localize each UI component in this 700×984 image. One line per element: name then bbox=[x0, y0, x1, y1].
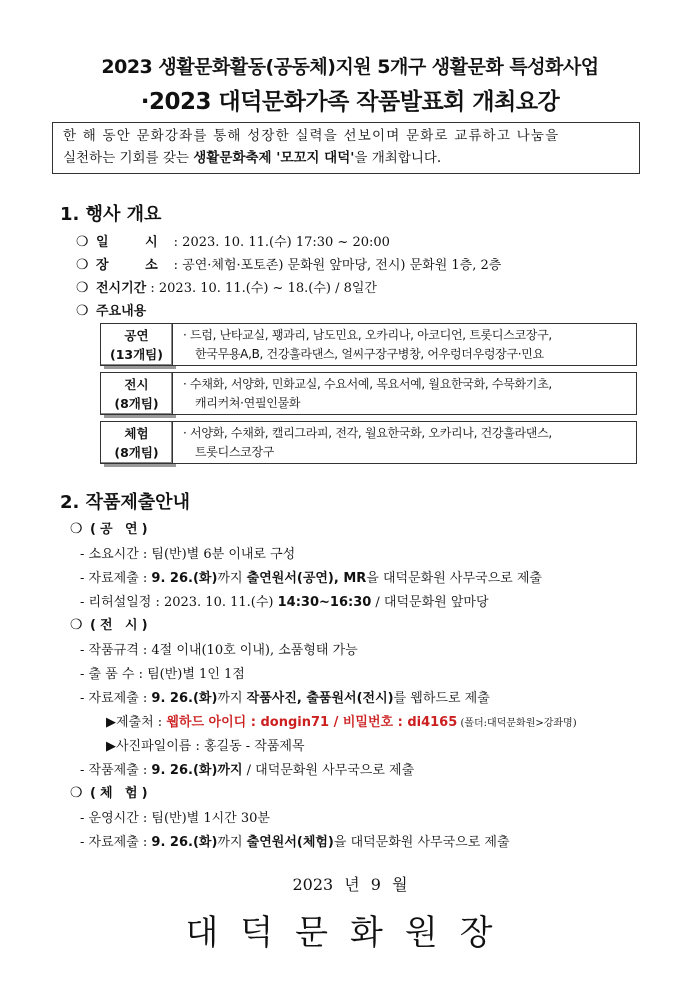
category-count: (8개팀) bbox=[114, 396, 159, 411]
exhibit-period-row bbox=[76, 277, 377, 296]
text: / 대덕문화원 사무국으로 제출 bbox=[242, 763, 415, 778]
description-line: · 수채화, 서양화, 민화교실, 수요서예, 목요서예, 월요한국화, 수묵화기초, bbox=[183, 377, 552, 391]
text: 을 대덕문화원 사무국으로 제출 bbox=[333, 835, 510, 850]
deadline: 9. 26.(화) bbox=[151, 835, 218, 850]
intro-box bbox=[52, 122, 640, 174]
exh-count: - 출 품 수 : 팀(반)별 1인 1점 bbox=[80, 667, 245, 682]
exhibition-heading bbox=[70, 614, 152, 633]
bullet-icon: ❍ bbox=[70, 521, 83, 537]
table-category bbox=[101, 422, 173, 463]
performance-heading bbox=[70, 518, 152, 537]
bullet-icon: ❍ bbox=[76, 280, 89, 296]
rehearsal-time: 14:30~16:30 bbox=[277, 595, 372, 610]
event-date-value: : 2023. 10. 11.(수) 17:30 ~ 20:00 bbox=[173, 235, 390, 250]
event-place-row bbox=[76, 254, 501, 273]
bullet-icon: ❍ bbox=[76, 234, 89, 250]
table-category bbox=[101, 373, 173, 414]
text: 을 대덕문화원 사무국으로 제출 bbox=[366, 571, 542, 586]
table-description bbox=[173, 373, 636, 414]
deadline: 9. 26.(화) bbox=[151, 691, 218, 706]
event-place-label: 장 소 bbox=[96, 258, 174, 273]
intro-line-2-pre: 실천하는 기회를 갖는 bbox=[63, 150, 194, 166]
category-count: (8개팀) bbox=[114, 445, 159, 460]
category-name: 체험 bbox=[124, 426, 149, 441]
text: - 작품제출 : bbox=[80, 763, 152, 778]
table-category bbox=[101, 324, 173, 365]
description-line: 트롯디스코장구 bbox=[195, 445, 275, 459]
intro-line-2-post: 을 개최합니다. bbox=[354, 150, 442, 166]
document-date: 2023 년 9 월 bbox=[292, 875, 408, 894]
section-2-heading: 2. 작품제출안내 bbox=[60, 492, 190, 513]
program-table-experience bbox=[100, 421, 637, 464]
text: - 자료제출 : bbox=[80, 691, 152, 706]
perf-rehearsal bbox=[80, 591, 489, 610]
text: 까지 bbox=[217, 835, 247, 850]
intro-line-2 bbox=[63, 147, 629, 169]
text: 까지 bbox=[217, 691, 247, 706]
bullet-icon: ❍ bbox=[70, 617, 83, 633]
text: 를 웹하드로 제출 bbox=[393, 691, 490, 706]
exh-final-submission bbox=[80, 759, 414, 778]
deadline: 9. 26.(화) bbox=[151, 571, 218, 586]
exp-submission bbox=[80, 831, 510, 850]
perf-submission bbox=[80, 567, 542, 586]
perf-duration: - 소요시간 : 팀(반)별 6분 이내로 구성 bbox=[80, 547, 296, 562]
event-date-label: 일 시 bbox=[96, 235, 174, 250]
exh-spec: - 작품규격 : 4절 이내(10호 이내), 소품형태 가능 bbox=[80, 643, 358, 658]
exp-duration: - 운영시간 : 팀(반)별 1시간 30분 bbox=[80, 811, 270, 826]
performance-label: (공 연) bbox=[90, 522, 152, 537]
text: - 리허설일정 : 2023. 10. 11.(수) bbox=[80, 595, 278, 610]
exh-submission bbox=[80, 687, 490, 706]
main-content-label: 주요내용 bbox=[96, 304, 147, 319]
program-table-exhibition bbox=[100, 372, 637, 415]
table-description bbox=[173, 422, 636, 463]
exhibit-period-label: 전시기간 bbox=[96, 281, 147, 296]
exhibition-label: (전 시) bbox=[90, 618, 152, 633]
required-docs: 작품사진, 출품원서(전시) bbox=[246, 691, 394, 706]
program-table-performance bbox=[100, 323, 637, 366]
exhibit-period-value: : 2023. 10. 11.(수) ~ 18.(수) / 8일간 bbox=[150, 281, 377, 296]
signature: 대덕문화원장 bbox=[185, 913, 515, 953]
main-content-row bbox=[76, 300, 146, 319]
experience-label: (체 험) bbox=[90, 786, 152, 801]
bullet-icon: ❍ bbox=[70, 785, 83, 801]
category-name: 전시 bbox=[124, 377, 149, 392]
required-docs: 출연원서(체험) bbox=[246, 835, 334, 850]
text: / 대덕문화원 앞마당 bbox=[371, 595, 489, 610]
experience-heading bbox=[70, 782, 152, 801]
category-name: 공연 bbox=[124, 328, 149, 343]
bullet-icon: ❍ bbox=[76, 303, 89, 319]
intro-festival-name: 생활문화축제 '모꼬지 대덕' bbox=[193, 150, 355, 166]
exh-destination bbox=[106, 711, 577, 730]
category-count: (13개팀) bbox=[110, 347, 163, 362]
webhard-credentials: 웹하드 아이디 : dongin71 / 비밀번호 : di4165 bbox=[166, 715, 458, 730]
table-description bbox=[173, 324, 636, 365]
description-line: 한국무용A,B, 건강훌라댄스, 얼씨구장구병창, 어우렁더우렁장구·민요 bbox=[195, 347, 544, 361]
deadline: 9. 26.(화)까지 bbox=[151, 763, 243, 778]
required-docs: 출연원서(공연), MR bbox=[246, 571, 367, 586]
text: 까지 bbox=[217, 571, 247, 586]
title-line-1: 2023 생활문화활동(공동체)지원 5개구 생활문화 특성화사업 bbox=[101, 56, 599, 78]
text: - 자료제출 : bbox=[80, 835, 152, 850]
section-1-heading: 1. 행사 개요 bbox=[60, 204, 162, 225]
text: ▶제출처 : bbox=[106, 715, 167, 730]
title-line-2: ·2023 대덕문화가족 작품발표회 개최요강 bbox=[140, 89, 560, 115]
folder-note: (폴더:대덕문화원>강좌명) bbox=[457, 718, 577, 729]
text: - 자료제출 : bbox=[80, 571, 152, 586]
description-line: 캐리커쳐·연필인물화 bbox=[195, 396, 301, 410]
intro-line-1: 한 해 동안 문화강좌를 통해 성장한 실력을 선보이며 문화로 교류하고 나눔을 bbox=[63, 128, 560, 144]
exh-filename: ▶사진파일이름 : 홍길동 - 작품제목 bbox=[106, 739, 305, 754]
event-date-row bbox=[76, 231, 390, 250]
description-line: · 드럼, 난타교실, 꽹과리, 남도민요, 오카리나, 아코디언, 트롯디스코장구, bbox=[183, 328, 552, 342]
bullet-icon: ❍ bbox=[76, 257, 89, 273]
description-line: · 서양화, 수채화, 캘리그라피, 전각, 월요한국화, 오카리나, 건강훌라댄스, bbox=[183, 426, 552, 440]
event-place-value: : 공연·체험·포토존) 문화원 앞마당, 전시) 문화원 1층, 2층 bbox=[173, 258, 502, 273]
